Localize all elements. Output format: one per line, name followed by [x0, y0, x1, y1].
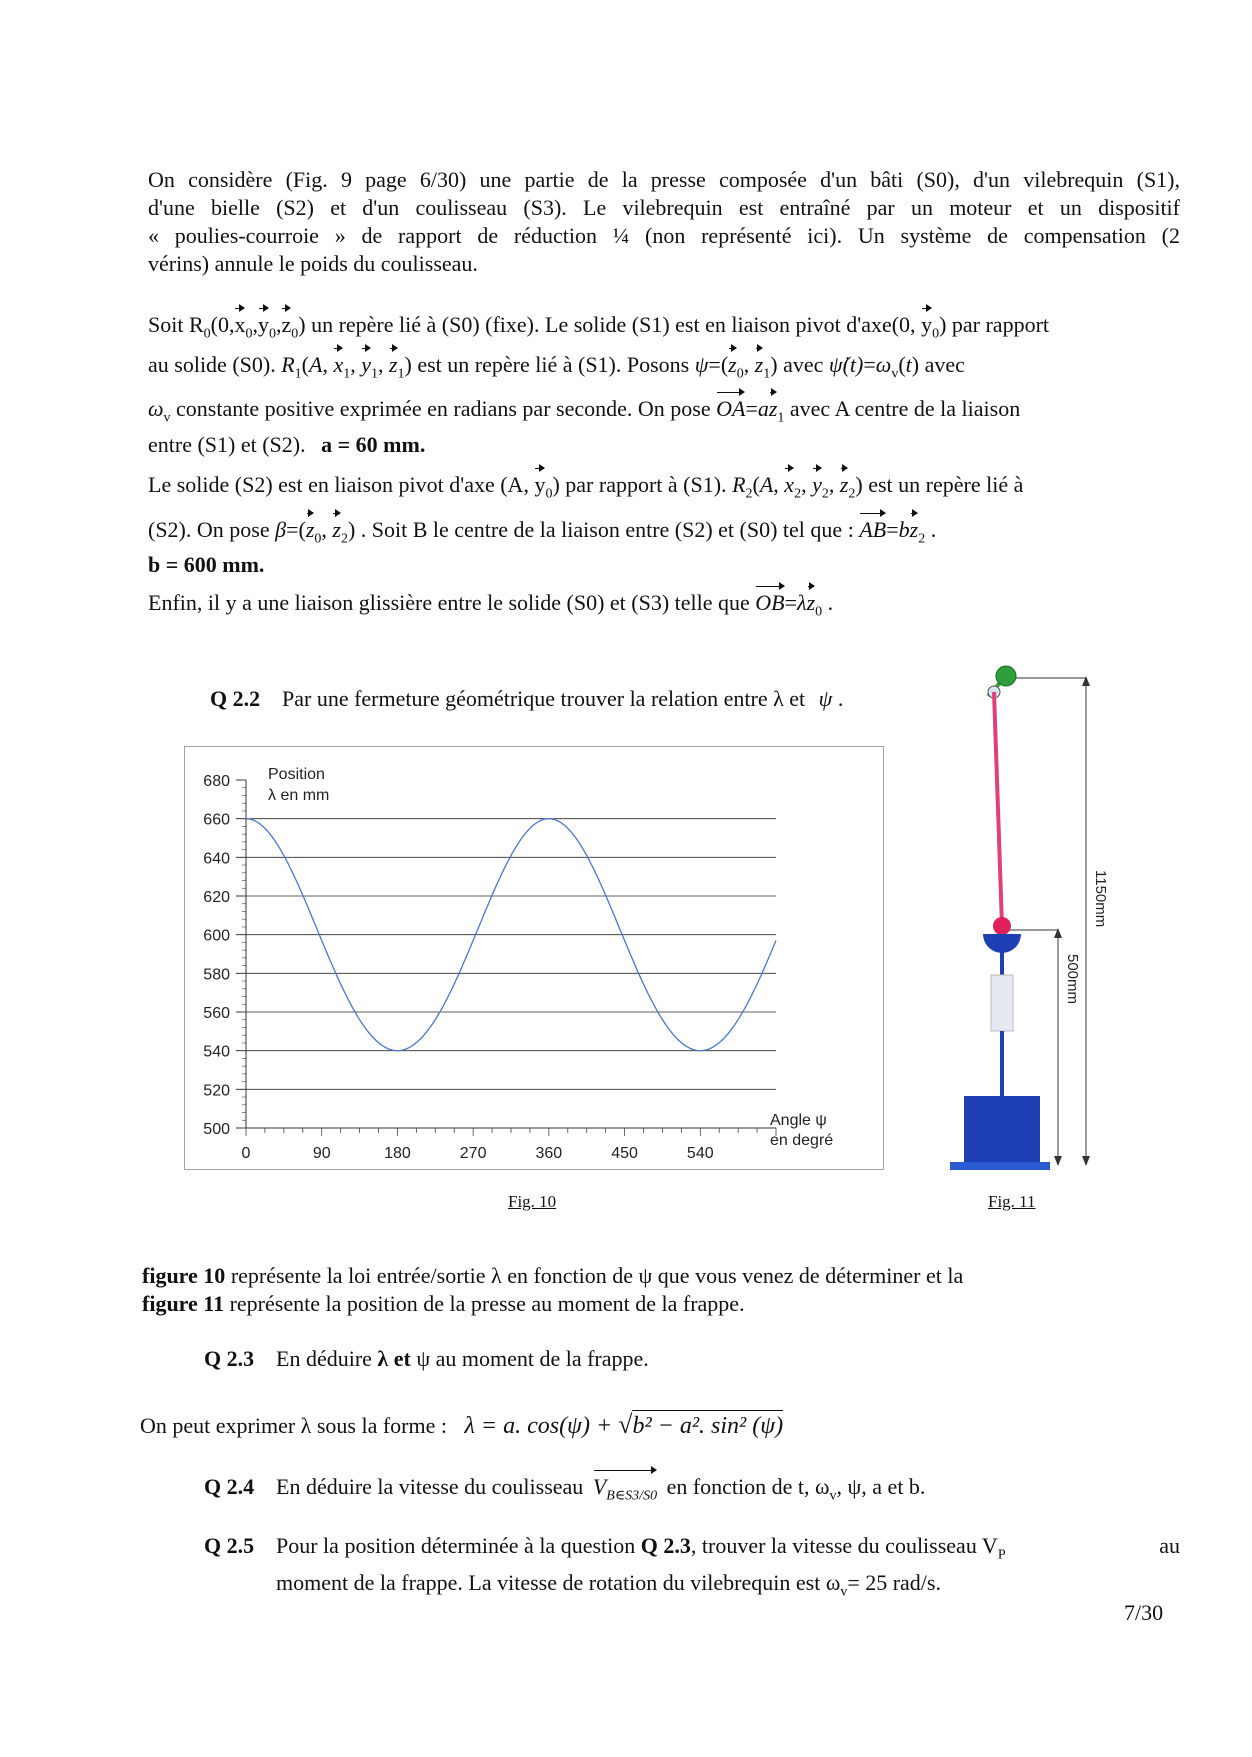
setup-r0-text-b: un repère lié à (S0) (fixe). Le solide (S1) est en liaison pivot d'axe [311, 312, 892, 337]
press-figure-11 [950, 664, 1120, 1184]
figure-11-ref: figure 11 [142, 1291, 225, 1316]
figure-10-caption: Fig. 10 [508, 1192, 557, 1211]
ytick-label-660: 660 [203, 811, 230, 829]
dim-1150-arrow-bottom [1082, 1156, 1090, 1166]
xtick-label-270: 270 [459, 1145, 487, 1162]
setup-omega-text-b: avec A centre de la liaison [789, 396, 1021, 421]
q24-text-b: en fonction de t, ω [666, 1474, 830, 1499]
rod-pin [993, 917, 1011, 935]
figure-11-caption: Fig. 11 [988, 1192, 1036, 1211]
press-tool-block [964, 1096, 1040, 1162]
xtick-label-90: 90 [312, 1145, 331, 1162]
chart-ylabel-line2: λ en mm [268, 787, 330, 804]
setup-r0-text-c: par rapport [951, 312, 1050, 337]
intro-line-3: « poulies-courroie » de rapport de réduction ¼ (non représenté ici). Un système de compensation (2 [148, 223, 1180, 248]
setup-slide-text: Enfin, il y a une liaison glissière entre le solide (S0) et (S3) telle que [148, 590, 750, 615]
intro-line-4: vérins) annule le poids du coulisseau. [148, 251, 478, 276]
chart-xlabel-line1: Angle ψ [770, 1112, 827, 1129]
setup-line-bvalue [148, 552, 264, 578]
q24-number: Q 2.4 [204, 1474, 255, 1499]
express-text: On peut exprimer λ sous la forme : [140, 1413, 447, 1438]
ytick-label-680: 680 [203, 773, 230, 790]
setup-r1-text-b: est un repère lié à (S1). Posons [417, 352, 690, 377]
intro-paragraph [148, 166, 1180, 278]
q25-ref: Q 2.3 [640, 1533, 691, 1558]
setup-r1-text-c: avec [783, 352, 824, 377]
chart-figure-10 [184, 746, 884, 1170]
setup-omega-text-a: constante positive exprimée en radians par seconde. On pose [176, 396, 711, 421]
question-2-5: Q 2.5 Pour la position déterminée à la question Q 2.3, trouver la vitesse du coulisseau $V_P$ au moment de la frappe. La vitesse de rotation du vilebrequin est $\omega_v= 25$ rad/s. [204, 1533, 1180, 1600]
dim-500-arrow-bottom [1054, 1156, 1062, 1166]
xtick-label-360: 360 [535, 1145, 563, 1162]
setup-s2-text-b: par rapport à (S1). [565, 472, 727, 497]
q23-bold: λ et [377, 1346, 411, 1371]
q23-number: Q 2.3 [204, 1346, 255, 1371]
intro-line-2: d'une bielle (S2) et d'un coulisseau (S3). Le vilebrequin est entraîné par un moteur et un dispositif [148, 195, 1180, 220]
explanation-text-1: représente la loi entrée/sortie λ en fonction de ψ que vous venez de déterminer et la [230, 1263, 964, 1288]
xtick-label-0: 0 [241, 1145, 251, 1162]
crank-pin-green [996, 666, 1016, 686]
explanation-text-2: représente la position de la presse au moment de la frappe. [229, 1291, 745, 1316]
setup-r0-text-a: Soit R [148, 312, 204, 337]
explanation-paragraph [142, 1262, 1182, 1318]
connecting-rod [994, 692, 1002, 926]
q25-line-2: moment de la frappe. La vitesse de rotation du vilebrequin est ω [276, 1570, 841, 1596]
question-2-2: Q 2.2 Par une fermeture géométrique trouver la relation entre λ et ψ . [210, 686, 844, 711]
setup-r1-text-d: avec [924, 352, 965, 377]
q24-text-c: , ψ, a et b. [836, 1474, 926, 1499]
q25-line-2b: = 25 rad/s. [847, 1570, 941, 1596]
figure-10-ref: figure 10 [142, 1263, 226, 1288]
xtick-label-450: 450 [611, 1145, 638, 1162]
setup-s2-text-a: Le solide (S2) est en liaison pivot d'axe [148, 472, 495, 497]
question-2-3 [204, 1346, 649, 1372]
ytick-label-640: 640 [203, 850, 230, 868]
ytick-label-540: 540 [203, 1043, 230, 1061]
q25-number: Q 2.5 [204, 1533, 255, 1558]
ytick-label-560: 560 [203, 1005, 230, 1022]
chart-xlabel-line2: en degré [770, 1132, 834, 1149]
q24-text-a: En déduire la vitesse du coulisseau [276, 1474, 584, 1499]
q22-text: Par une fermeture géométrique trouver la relation entre λ et [282, 686, 806, 711]
question-2-4: Q 2.4 En déduire la vitesse du coulisseau $V_{B\in S3/S0}$ en fonction de t, $\omega_v$, ψ, a et b. [204, 1474, 926, 1504]
intro-line-1: On considère (Fig. 9 page 6/30) une partie de la presse composée d'un bâti (S0), d'un vilebrequin (S1), [148, 167, 1180, 192]
setup-line-omega: $\omega_v$ constante positive exprimée en radians par seconde. On pose $OA=az_1$ avec A centre de la liaison [148, 396, 1021, 426]
ytick-label-520: 520 [203, 1082, 230, 1100]
slider-guide [991, 975, 1013, 1031]
q22-number: Q 2.2 [210, 686, 261, 711]
setup-s1s2-text: entre (S1) et (S2). [148, 432, 306, 457]
page-number: 7/30 [1124, 1600, 1164, 1625]
xtick-label-180: 180 [384, 1145, 411, 1162]
chart-ylabel-line1: Position [268, 766, 325, 783]
xtick-label-540: 540 [686, 1145, 714, 1162]
a-value: a = 60 mm. [321, 432, 426, 457]
ytick-label-620: 620 [203, 889, 230, 906]
setup-line-s2: Le solide (S2) est en liaison pivot d'axe (A, $y_0$) par rapport à (S1). $R_2(A$, $x_2$, $y_2$, $z_2$) est un repère lié à [148, 472, 1024, 502]
setup-line-r1: au solide (S0). $R_1(A$, $x_1$, $y_1$, $z_1$) est un repère lié à (S1). Posons $\psi=(z_0$, $z_1$) avec $\psi̇(t)=\omega_v(t)$ avec [148, 352, 965, 382]
setup-beta-text-b: . Soit B le centre de la liaison entre (S2) et (S0) tel que : [360, 517, 854, 542]
setup-line-slide: Enfin, il y a une liaison glissière entre le solide (S0) et (S3) telle que $OB=\lambda z_0$ . [148, 590, 834, 620]
press-base [950, 1162, 1050, 1170]
b-value: b = 600 mm. [148, 552, 265, 577]
ytick-label-580: 580 [203, 966, 230, 984]
q25-text-a: Pour la position déterminée à la question [276, 1533, 636, 1558]
setup-line-r0: Soit $R_0(0,x_0,y_0,z_0)$ un repère lié à (S0) (fixe). Le solide (S1) est en liaison pivot d'axe(0, $y_0$) par rapport [148, 312, 1050, 342]
q23-text-b: ψ au moment de la frappe. [416, 1346, 649, 1371]
ytick-label-500: 500 [203, 1121, 230, 1138]
q25-text-d: au [1159, 1533, 1180, 1558]
q25-text-c: , trouver la vitesse du coulisseau V [690, 1533, 998, 1558]
dim-1150-label: 1150mm [1092, 870, 1109, 928]
setup-line-s1s2 [148, 432, 425, 458]
setup-s2-text-c: est un repère lié à [868, 472, 1024, 497]
dim-500-label: 500mm [1064, 954, 1081, 1005]
q23-text-a: En déduire [276, 1346, 372, 1371]
setup-r1-text-a: au solide (S0). [148, 352, 276, 377]
setup-beta-text-a: (S2). On pose [148, 517, 270, 542]
ytick-label-600: 600 [203, 927, 230, 945]
setup-line-beta: (S2). On pose $\beta=(z_0$, $z_2$) . Soit B le centre de la liaison entre (S2) et (S0) tel que : $AB=bz_2$ . [148, 517, 937, 547]
lambda-expression: On peut exprimer λ sous la forme : λ = a. cos(ψ) + √b² − a². sin² (ψ) [140, 1410, 784, 1439]
